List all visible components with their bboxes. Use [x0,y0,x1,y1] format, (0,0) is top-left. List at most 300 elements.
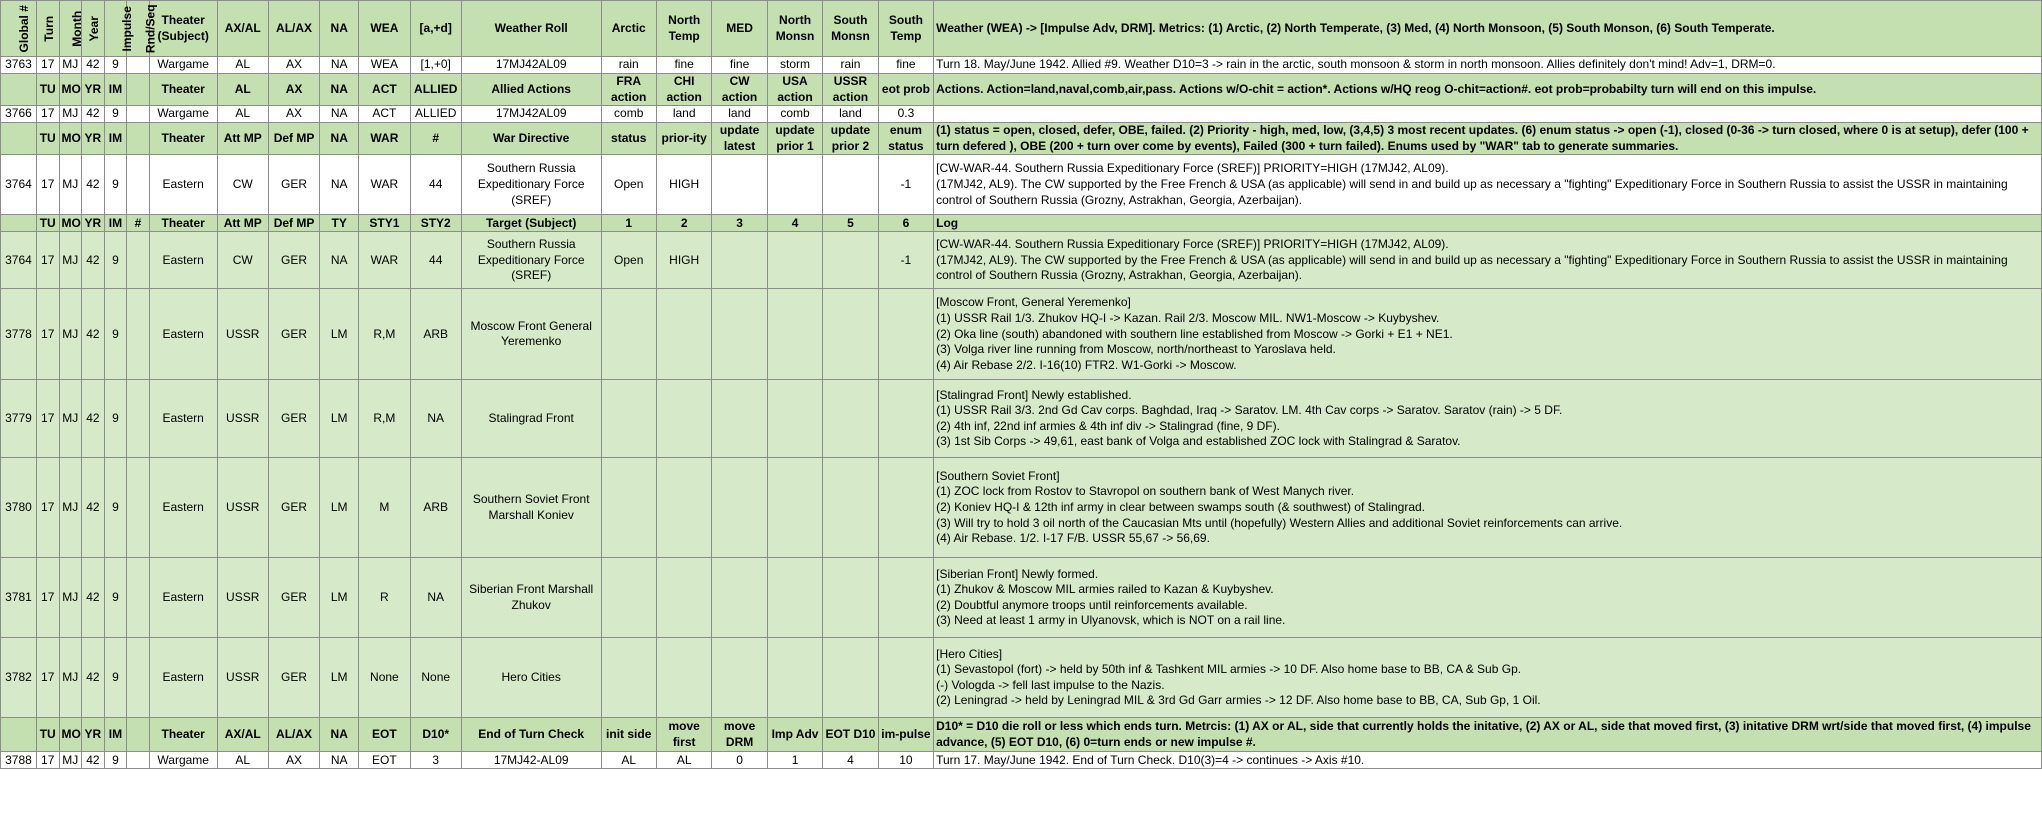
cell-rnd-seq[interactable] [127,74,150,106]
cell-metric-4[interactable] [767,458,822,558]
cell-metric-2[interactable]: land [656,106,711,123]
cell-col-l[interactable]: STY2 [410,215,461,232]
cell-global-num[interactable]: 3788 [1,752,37,769]
cell-rnd-seq[interactable] [127,155,150,215]
cell-turn[interactable]: TU [36,74,59,106]
cell-col-k[interactable]: R [359,558,410,638]
cell-col-j[interactable]: NA [320,752,359,769]
cell-metric-2[interactable]: AL [656,752,711,769]
cell-rnd-seq[interactable] [127,752,150,769]
cell-metric-3[interactable]: land [712,106,767,123]
cell-metric-6[interactable] [878,638,933,718]
cell-metric-2[interactable] [656,558,711,638]
cell-impulse[interactable] [104,1,134,57]
cell-col-i[interactable]: AX [268,106,319,123]
cell-theater[interactable]: Theater (Subject) [149,1,217,57]
cell-col-i[interactable]: GER [268,558,319,638]
cell-subject[interactable]: Allied Actions [461,74,601,106]
cell-metric-2[interactable]: HIGH [656,155,711,215]
cell-metric-6[interactable] [878,558,933,638]
cell-col-i[interactable]: Def MP [268,123,319,155]
cell-theater[interactable]: Eastern [149,232,217,289]
cell-metric-3[interactable] [712,232,767,289]
cell-metric-1[interactable]: Open [601,232,656,289]
cell-turn[interactable]: 17 [36,380,59,458]
cell-subject[interactable]: Southern Russia Expeditionary Force (SREF) [461,232,601,289]
cell-metric-5[interactable] [823,232,878,289]
cell-global-num[interactable]: 3764 [1,155,37,215]
cell-global-num[interactable]: 3781 [1,558,37,638]
cell-metric-3[interactable]: 0 [712,752,767,769]
cell-col-l[interactable]: ARB [410,458,461,558]
cell-col-k[interactable]: WEA [359,57,410,74]
cell-impulse[interactable]: 9 [104,289,127,380]
cell-metric-3[interactable]: fine [712,57,767,74]
cell-metric-4[interactable] [767,289,822,380]
cell-col-k[interactable]: WAR [359,232,410,289]
cell-metric-2[interactable]: move first [656,718,711,752]
cell-col-l[interactable]: D10* [410,718,461,752]
cell-metric-1[interactable] [601,558,656,638]
cell-metric-4[interactable] [767,380,822,458]
cell-col-j[interactable]: NA [320,1,359,57]
cell-col-i[interactable]: GER [268,289,319,380]
cell-metric-5[interactable]: 4 [823,752,878,769]
cell-theater[interactable]: Eastern [149,155,217,215]
cell-col-l[interactable]: 3 [410,752,461,769]
cell-metric-1[interactable] [601,289,656,380]
cell-global-num[interactable]: 3780 [1,458,37,558]
cell-notes[interactable]: Actions. Action=land,naval,comb,air,pass. Actions w/O-chit = action*. Actions w/HQ reog O-chit=action#. eot prob=probabilty turn will end on this impulse. [934,74,2042,106]
cell-metric-3[interactable] [712,289,767,380]
cell-col-k[interactable]: WAR [359,155,410,215]
cell-year[interactable]: 42 [82,106,105,123]
cell-year[interactable]: 42 [82,458,105,558]
cell-notes[interactable]: [Stalingrad Front] Newly established. (1) USSR Rail 3/3. 2nd Gd Cav corps. Baghdad, Iraq -> Saratov. LM. 4th Cav corps -> Saratov. Saratov (rain) -> 5 DF. (2) 4th inf, 22nd inf armies & 4th inf div -> Stalingrad (fine, 9 DF). (3) 1st Sib Corps -> 49,61, east bank of Volga and established ZOC lock with Stalingrad & Saratov. [934,380,2042,458]
cell-col-i[interactable]: GER [268,458,319,558]
cell-turn[interactable]: TU [36,123,59,155]
cell-notes[interactable]: [Siberian Front] Newly formed. (1) Zhukov & Moscow MIL armies railed to Kazan & Kuybyshev. (2) Doubtful anymore troops until reinforcements available. (3) Need at least 1 army in Ulyanovsk, which is NOT on a rail line. [934,558,2042,638]
cell-theater[interactable]: Theater [149,718,217,752]
cell-subject[interactable]: Southern Soviet Front Marshall Koniev [461,458,601,558]
cell-notes[interactable]: [CW-WAR-44. Southern Russia Expeditionary Force (SREF)] PRIORITY=HIGH (17MJ42, AL09). (17MJ42, AL9). The CW supported by the Free French & USA (as applicable) will send in and build up as necessary a "fighting" Expeditionary Force in Southern Russia to assist the USSR in maintaining control of Southern Russia (Grozny, Astrakhan, Georgia, Azerbaijan). [934,155,2042,215]
cell-metric-4[interactable]: update prior 1 [767,123,822,155]
cell-rnd-seq[interactable] [127,123,150,155]
cell-metric-3[interactable] [712,380,767,458]
cell-metric-1[interactable] [601,638,656,718]
cell-metric-2[interactable]: North Temp [656,1,711,57]
cell-metric-3[interactable] [712,155,767,215]
cell-global-num[interactable] [1,718,37,752]
cell-metric-3[interactable] [712,638,767,718]
cell-col-h[interactable]: AL [217,74,268,106]
cell-metric-2[interactable] [656,458,711,558]
cell-notes[interactable]: [Hero Cities] (1) Sevastopol (fort) -> held by 50th inf & Tashkent MIL armies -> 10 DF. Also home base to BB, CA & Sub Gp. (-) Vologda -> fell last impulse to the Nazis. (2) Leningrad -> held by Leningrad MIL & 3rd Gd Garr armies -> 12 DF. Also home base to BB, CA, Sub Gp, 1 Oil. [934,638,2042,718]
cell-global-num[interactable]: 3782 [1,638,37,718]
cell-month[interactable]: MJ [59,155,82,215]
cell-turn[interactable]: 17 [36,752,59,769]
cell-col-k[interactable]: R,M [359,380,410,458]
cell-metric-6[interactable]: im-pulse [878,718,933,752]
cell-metric-1[interactable]: rain [601,57,656,74]
cell-col-k[interactable]: R,M [359,289,410,380]
cell-metric-6[interactable]: eot prob [878,74,933,106]
cell-global-num[interactable]: 3779 [1,380,37,458]
cell-month[interactable]: MO [59,215,82,232]
header-row [1,1,2042,57]
cell-year[interactable]: YR [82,74,105,106]
cell-col-l[interactable]: ARB [410,289,461,380]
cell-month[interactable]: MJ [59,638,82,718]
cell-global-num[interactable] [1,215,37,232]
cell-impulse[interactable]: 9 [104,752,127,769]
cell-metric-2[interactable]: prior-ity [656,123,711,155]
cell-turn[interactable]: 17 [36,558,59,638]
cell-metric-2[interactable] [656,289,711,380]
cell-col-i[interactable]: GER [268,380,319,458]
cell-metric-5[interactable]: 5 [823,215,878,232]
cell-col-j[interactable]: TY [320,215,359,232]
cell-subject[interactable]: Weather Roll [461,1,601,57]
cell-turn[interactable]: 17 [36,638,59,718]
cell-global-num[interactable]: 3778 [1,289,37,380]
cell-metric-6[interactable] [878,380,933,458]
cell-year[interactable]: YR [82,215,105,232]
cell-month[interactable]: MO [59,74,82,106]
cell-subject[interactable]: 17MJ42AL09 [461,57,601,74]
cell-metric-6[interactable]: fine [878,57,933,74]
cell-col-k[interactable]: WAR [359,123,410,155]
cell-rnd-seq[interactable] [127,57,150,74]
cell-col-l[interactable]: [1,+0] [410,57,461,74]
cell-col-k[interactable]: ACT [359,106,410,123]
cell-col-l[interactable]: 44 [410,155,461,215]
cell-col-k[interactable]: EOT [359,718,410,752]
cell-turn[interactable]: TU [36,215,59,232]
cell-col-j[interactable]: NA [320,718,359,752]
cell-col-h[interactable]: AL [217,106,268,123]
cell-subject[interactable]: 17MJ42AL09 [461,106,601,123]
cell-notes[interactable]: Turn 17. May/June 1942. End of Turn Check. D10(3)=4 -> continues -> Axis #10. [934,752,2042,769]
cell-notes[interactable]: Log [934,215,2042,232]
cell-month[interactable] [59,1,82,57]
cell-theater[interactable]: Theater [149,74,217,106]
cell-rnd-seq[interactable] [127,380,150,458]
cell-year[interactable]: 42 [82,155,105,215]
cell-metric-5[interactable]: South Monsn [823,1,878,57]
cell-year[interactable]: YR [82,123,105,155]
cell-global-num[interactable]: 3766 [1,106,37,123]
cell-col-l[interactable]: # [410,123,461,155]
cell-col-j[interactable]: NA [320,123,359,155]
cell-metric-4[interactable] [767,232,822,289]
cell-rnd-seq[interactable] [127,106,150,123]
cell-global-num[interactable] [1,74,37,106]
cell-notes[interactable]: [CW-WAR-44. Southern Russia Expeditionary Force (SREF)] PRIORITY=HIGH (17MJ42, AL09). (17MJ42, AL9). The CW supported by the Free French & USA (as applicable) will send in and build up as necessary a "fighting" Expeditionary Force in Southern Russia to assist the USSR in maintaining control of Southern Russia (Grozny, Astrakhan, Georgia, Azerbaijan). [934,232,2042,289]
cell-metric-4[interactable]: North Monsn [767,1,822,57]
cell-metric-4[interactable]: Imp Adv [767,718,822,752]
cell-metric-4[interactable]: storm [767,57,822,74]
cell-month[interactable]: MJ [59,558,82,638]
cell-rnd-seq[interactable] [127,289,150,380]
cell-col-j[interactable]: LM [320,638,359,718]
cell-metric-3[interactable]: CW action [712,74,767,106]
cell-rnd-seq[interactable] [127,458,150,558]
cell-col-j[interactable]: LM [320,289,359,380]
cell-metric-1[interactable] [601,380,656,458]
cell-turn[interactable]: 17 [36,232,59,289]
cell-subject[interactable]: Southern Russia Expeditionary Force (SREF) [461,155,601,215]
cell-col-j[interactable]: NA [320,57,359,74]
cell-turn[interactable]: 17 [36,106,59,123]
cell-metric-1[interactable]: Arctic [601,1,656,57]
cell-metric-6[interactable]: 0.3 [878,106,933,123]
cell-metric-4[interactable] [767,155,822,215]
cell-metric-1[interactable]: status [601,123,656,155]
cell-impulse[interactable]: 9 [104,106,127,123]
cell-subject[interactable]: War Directive [461,123,601,155]
cell-year[interactable]: 42 [82,289,105,380]
cell-metric-6[interactable]: enum status [878,123,933,155]
cell-metric-5[interactable]: update prior 2 [823,123,878,155]
cell-year[interactable]: 42 [82,638,105,718]
cell-metric-3[interactable]: update latest [712,123,767,155]
cell-theater[interactable]: Wargame [149,106,217,123]
cell-metric-1[interactable]: comb [601,106,656,123]
cell-col-l[interactable]: NA [410,380,461,458]
cell-metric-3[interactable]: move DRM [712,718,767,752]
cell-theater[interactable]: Eastern [149,458,217,558]
cell-col-k[interactable]: None [359,638,410,718]
cell-col-j[interactable]: LM [320,380,359,458]
cell-metric-6[interactable] [878,289,933,380]
cell-metric-5[interactable] [823,558,878,638]
cell-col-h[interactable]: AL [217,752,268,769]
cell-rnd-seq[interactable] [127,232,150,289]
cell-impulse[interactable]: IM [104,123,127,155]
cell-col-j[interactable]: NA [320,155,359,215]
cell-impulse[interactable]: IM [104,74,127,106]
cell-col-l[interactable]: ALLIED [410,74,461,106]
cell-metric-3[interactable]: 3 [712,215,767,232]
cell-turn[interactable]: 17 [36,155,59,215]
cell-subject[interactable]: Moscow Front General Yeremenko [461,289,601,380]
cell-subject[interactable]: Stalingrad Front [461,380,601,458]
cell-metric-4[interactable]: 4 [767,215,822,232]
cell-col-l[interactable]: [a,+d] [410,1,461,57]
cell-col-i[interactable]: AX [268,752,319,769]
cell-impulse[interactable]: IM [104,215,127,232]
cell-metric-5[interactable]: rain [823,57,878,74]
cell-month[interactable]: MJ [59,289,82,380]
cell-metric-4[interactable]: USA action [767,74,822,106]
cell-metric-1[interactable]: Open [601,155,656,215]
cell-month[interactable]: MJ [59,106,82,123]
cell-rnd-seq[interactable]: # [127,215,150,232]
cell-col-l[interactable]: 44 [410,232,461,289]
cell-metric-1[interactable] [601,458,656,558]
cell-col-j[interactable]: NA [320,74,359,106]
cell-col-l[interactable]: None [410,638,461,718]
cell-theater[interactable]: Eastern [149,380,217,458]
cell-metric-5[interactable] [823,380,878,458]
cell-impulse[interactable]: 9 [104,638,127,718]
cell-notes[interactable]: [Moscow Front, General Yeremenko] (1) USSR Rail 1/3. Zhukov HQ-I -> Kazan. Rail 2/3. Moscow MIL. NW1-Moscow -> Kuybyshev. (2) Oka line (south) abandoned with southern line established from Moscow -> Gorki + E1 + NE1. (3) Volga river line running from Moscow, north/northeast to Yaroslava held. (4) Air Rebase 2/2. I-16(10) FTR2. W1-Gorki -> Moscow. [934,289,2042,380]
cell-month[interactable]: MJ [59,380,82,458]
cell-metric-1[interactable]: FRA action [601,74,656,106]
cell-metric-1[interactable]: init side [601,718,656,752]
cell-col-h[interactable]: USSR [217,638,268,718]
cell-col-k[interactable]: EOT [359,752,410,769]
cell-metric-5[interactable] [823,638,878,718]
cell-col-i[interactable]: GER [268,232,319,289]
cell-metric-5[interactable] [823,458,878,558]
cell-metric-5[interactable] [823,155,878,215]
cell-month[interactable]: MJ [59,232,82,289]
cell-year[interactable]: 42 [82,232,105,289]
cell-col-j[interactable]: LM [320,558,359,638]
cell-col-j[interactable]: NA [320,106,359,123]
cell-metric-1[interactable]: AL [601,752,656,769]
cell-col-h[interactable]: USSR [217,458,268,558]
cell-col-i[interactable]: AL/AX [268,718,319,752]
cell-global-num[interactable] [1,123,37,155]
cell-metric-6[interactable]: -1 [878,155,933,215]
cell-col-h[interactable]: CW [217,155,268,215]
cell-metric-2[interactable]: CHI action [656,74,711,106]
cell-subject[interactable]: Hero Cities [461,638,601,718]
cell-metric-3[interactable]: MED [712,1,767,57]
cell-global-num[interactable]: 3764 [1,232,37,289]
cell-metric-5[interactable]: EOT D10 [823,718,878,752]
cell-theater[interactable]: Eastern [149,558,217,638]
cell-metric-3[interactable] [712,558,767,638]
cell-notes[interactable]: D10* = D10 die roll or less which ends turn. Metrcis: (1) AX or AL, side that currently holds the initative, (2) AX or AL, side that moved first, (3) initative DRM wrt/side that moved first, (4) impulse advance, (5) EOT D10, (6) 0=turn ends or new impulse #. [934,718,2042,752]
cell-col-i[interactable]: AL/AX [268,1,319,57]
cell-col-i[interactable]: GER [268,638,319,718]
cell-metric-3[interactable] [712,458,767,558]
cell-metric-6[interactable]: 10 [878,752,933,769]
cell-year[interactable]: 42 [82,380,105,458]
cell-col-i[interactable]: AX [268,74,319,106]
cell-turn[interactable]: TU [36,718,59,752]
cell-year[interactable]: 42 [82,752,105,769]
cell-col-j[interactable]: LM [320,458,359,558]
cell-notes[interactable] [934,106,2042,123]
cell-rnd-seq[interactable] [127,718,150,752]
cell-col-h[interactable]: AL [217,57,268,74]
cell-metric-4[interactable] [767,558,822,638]
cell-year[interactable]: 42 [82,558,105,638]
cell-metric-5[interactable] [823,289,878,380]
cell-subject[interactable]: Target (Subject) [461,215,601,232]
cell-turn[interactable]: 17 [36,289,59,380]
cell-col-l[interactable]: ALLIED [410,106,461,123]
cell-col-h[interactable]: USSR [217,289,268,380]
cell-theater[interactable]: Theater [149,215,217,232]
cell-metric-6[interactable] [878,458,933,558]
cell-impulse[interactable]: 9 [104,232,127,289]
cell-metric-4[interactable]: 1 [767,752,822,769]
cell-month[interactable]: MJ [59,458,82,558]
cell-notes[interactable]: Turn 18. May/June 1942. Allied #9. Weather D10=3 -> rain in the arctic, south monsoon & storm in north monsoon. Allies definitely don't mind! Adv=1, DRM=0. [934,57,2042,74]
cell-impulse[interactable]: 9 [104,155,127,215]
cell-col-h[interactable]: AX/AL [217,1,268,57]
cell-metric-6[interactable]: 6 [878,215,933,232]
cell-col-h[interactable]: Att MP [217,215,268,232]
cell-col-h[interactable]: USSR [217,380,268,458]
cell-theater[interactable]: Theater [149,123,217,155]
cell-turn[interactable]: 17 [36,458,59,558]
cell-col-k[interactable]: WEA [359,1,410,57]
cell-col-i[interactable]: GER [268,155,319,215]
cell-impulse[interactable]: 9 [104,380,127,458]
cell-impulse[interactable]: 9 [104,458,127,558]
cell-metric-5[interactable]: land [823,106,878,123]
cell-month[interactable]: MO [59,718,82,752]
cell-rnd-seq[interactable] [127,558,150,638]
cell-col-h[interactable]: CW [217,232,268,289]
cell-metric-2[interactable]: fine [656,57,711,74]
cell-col-h[interactable]: AX/AL [217,718,268,752]
cell-metric-4[interactable] [767,638,822,718]
cell-impulse[interactable]: 9 [104,57,127,74]
header-row [1,74,2042,106]
cell-notes[interactable]: (1) status = open, closed, defer, OBE, failed. (2) Priority - high, med, low, (3,4,5) 3 most recent updates. (6) enum status -> open (-1), closed (0-36 -> turn closed, where 0 is at setup), defer (100 + turn defered ), OBE (200 + turn over come by events), Failed (300 + turn failed). Enums used by "WAR" tab to generate summaries. [934,123,2042,155]
cell-col-i[interactable]: AX [268,57,319,74]
cell-subject[interactable]: End of Turn Check [461,718,601,752]
cell-metric-6[interactable]: -1 [878,232,933,289]
cell-theater[interactable]: Wargame [149,752,217,769]
cell-metric-2[interactable]: HIGH [656,232,711,289]
cell-notes[interactable]: [Southern Soviet Front] (1) ZOC lock from Rostov to Stavropol on southern bank of West Manych river. (2) Koniev HQ-I & 12th inf army in clear between swamps south (& southwest) of Stalingrad. (3) Will try to hold 3 oil north of the Caucasian Mts until (hopefully) Western Allies and additional Soviet reinforcements can arrive. (4) Air Rebase. 1/2. I-17 F/B. USSR 55,67 -> 56,69. [934,458,2042,558]
cell-col-j[interactable]: NA [320,232,359,289]
cell-theater[interactable]: Wargame [149,57,217,74]
cell-notes[interactable]: Weather (WEA) -> [Impulse Adv, DRM]. Metrics: (1) Arctic, (2) North Temperate, (3) Med, (4) North Monsoon, (5) South Monson, (6) South Temperate. [934,1,2042,57]
cell-metric-2[interactable] [656,380,711,458]
cell-turn[interactable]: 17 [36,57,59,74]
cell-metric-1[interactable]: 1 [601,215,656,232]
cell-year[interactable]: 42 [82,57,105,74]
cell-impulse[interactable]: IM [104,718,127,752]
cell-global-num[interactable] [1,1,37,57]
cell-metric-2[interactable] [656,638,711,718]
cell-global-num[interactable]: 3763 [1,57,37,74]
cell-year[interactable]: YR [82,718,105,752]
cell-month[interactable]: MJ [59,752,82,769]
cell-turn[interactable] [36,1,59,57]
cell-metric-2[interactable]: 2 [656,215,711,232]
cell-theater[interactable]: Eastern [149,289,217,380]
cell-subject[interactable]: Siberian Front Marshall Zhukov [461,558,601,638]
cell-col-k[interactable]: STY1 [359,215,410,232]
cell-impulse[interactable]: 9 [104,558,127,638]
cell-metric-4[interactable]: comb [767,106,822,123]
cell-subject[interactable]: 17MJ42-AL09 [461,752,601,769]
cell-col-h[interactable]: USSR [217,558,268,638]
cell-month[interactable]: MJ [59,57,82,74]
cell-month[interactable]: MO [59,123,82,155]
cell-col-k[interactable]: M [359,458,410,558]
cell-theater[interactable]: Eastern [149,638,217,718]
cell-col-l[interactable]: NA [410,558,461,638]
cell-col-h[interactable]: Att MP [217,123,268,155]
cell-col-i[interactable]: Def MP [268,215,319,232]
cell-rnd-seq[interactable] [127,638,150,718]
cell-metric-5[interactable]: USSR action [823,74,878,106]
cell-col-k[interactable]: ACT [359,74,410,106]
cell-metric-6[interactable]: South Temp [878,1,933,57]
